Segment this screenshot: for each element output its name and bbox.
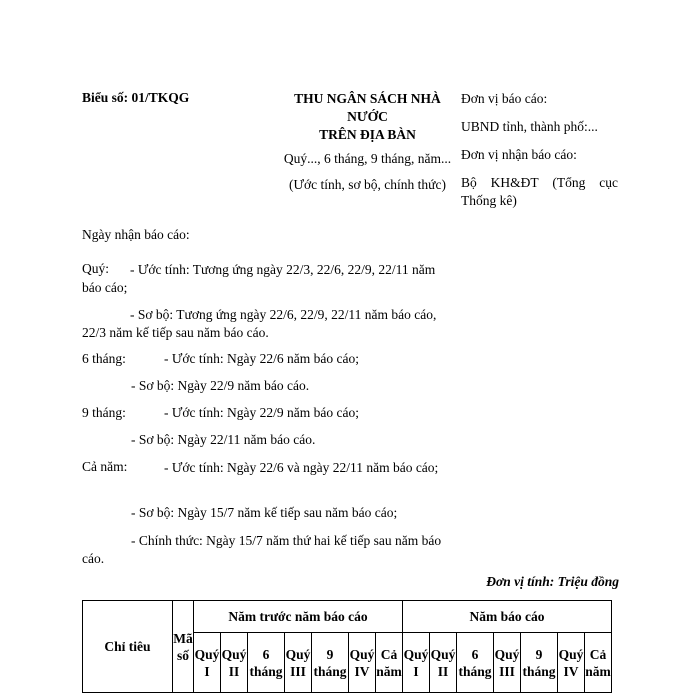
receiving-unit-label: Đơn vị nhận báo cáo: [461, 147, 577, 162]
unit-info-block [461, 90, 618, 220]
receiving-unit-value: Bộ KH&ĐT (Tổng cục Thống kê) [461, 175, 618, 208]
report-period: Quý..., 6 tháng, 9 tháng, năm... [283, 151, 452, 166]
report-table [82, 600, 612, 693]
curr-6-months: 6 tháng [457, 633, 494, 693]
prev-q3: Quý III [285, 633, 312, 693]
year-label: Cả năm: [82, 459, 128, 474]
prev-6-months: 6 tháng [248, 633, 285, 693]
nine-months-prelim: - Sơ bộ: Ngày 22/11 năm báo cáo. [131, 432, 316, 447]
header-indicator: Chỉ tiêu [83, 601, 173, 693]
nine-months-estimate: - Ước tính: Ngày 22/9 năm báo cáo; [164, 405, 359, 420]
header-group-previous-year: Năm trước năm báo cáo [194, 601, 403, 633]
six-months-prelim: - Sơ bộ: Ngày 22/9 năm báo cáo. [131, 378, 310, 393]
curr-9-months: 9 tháng [521, 633, 558, 693]
report-title-line-2: NƯỚC [347, 109, 388, 124]
report-title-block [275, 90, 460, 194]
prev-9-months: 9 tháng [312, 633, 349, 693]
prev-full-year: Cả năm [376, 633, 403, 693]
curr-q2: Quý II [430, 633, 457, 693]
quarter-label: Quý: [82, 261, 109, 276]
prev-q2: Quý II [221, 633, 248, 693]
header-code-line-1: Mã [173, 630, 193, 646]
year-prelim: - Sơ bộ: Ngày 15/7 năm kế tiếp sau năm báo cáo; [131, 505, 398, 520]
six-months-label: 6 tháng: [82, 351, 126, 366]
header-code [173, 601, 194, 693]
table-header-row-1 [83, 601, 612, 633]
quarter-estimate: - Ước tính: Tương ứng ngày 22/3, 22/6, 22/9, 22/11 năm báo cáo; [82, 262, 436, 295]
reporting-unit-value: UBND tỉnh, thành phố:... [461, 119, 598, 134]
prev-q1: Quý I [194, 633, 221, 693]
report-status: (Ước tính, sơ bộ, chính thức) [289, 177, 446, 192]
year-estimate: - Ước tính: Ngày 22/6 và ngày 22/11 năm báo cáo; [164, 460, 439, 475]
unit-note: Đơn vị tính: Triệu đồng [486, 574, 619, 589]
six-months-estimate: - Ước tính: Ngày 22/6 năm báo cáo; [164, 351, 359, 366]
report-title-line-1: THU NGÂN SÁCH NHÀ [294, 91, 441, 106]
curr-q1: Quý I [403, 633, 430, 693]
prev-q4: Quý IV [349, 633, 376, 693]
receive-date-label: Ngày nhận báo cáo: [82, 227, 190, 242]
curr-q4: Quý IV [558, 633, 585, 693]
nine-months-label: 9 tháng: [82, 405, 126, 420]
form-code: Biểu số: 01/TKQG [82, 90, 190, 105]
quarter-prelim: - Sơ bộ: Tương ứng ngày 22/6, 22/9, 22/11 năm báo cáo, 22/3 năm kế tiếp sau năm báo cáo. [82, 307, 437, 340]
curr-full-year: Cả năm [585, 633, 612, 693]
report-title-line-3: TRÊN ĐỊA BÀN [319, 127, 416, 142]
header-group-current-year: Năm báo cáo [403, 601, 612, 633]
curr-q3: Quý III [494, 633, 521, 693]
reporting-unit-label: Đơn vị báo cáo: [461, 91, 548, 106]
year-official: - Chính thức: Ngày 15/7 năm thứ hai kế tiếp sau năm báo cáo. [82, 533, 442, 566]
header-code-line-2: số [176, 647, 189, 663]
